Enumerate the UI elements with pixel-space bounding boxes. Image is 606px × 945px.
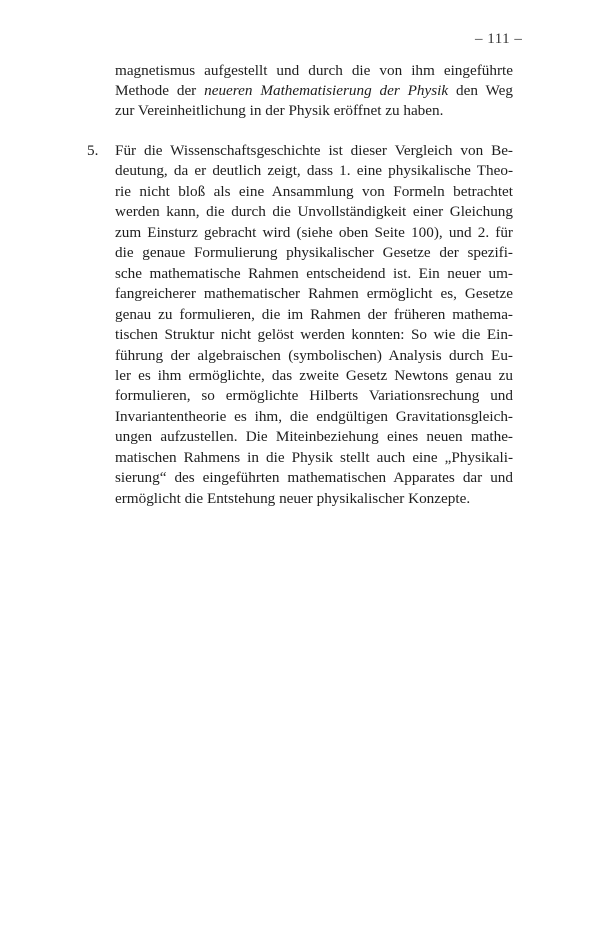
text-line: ungen aufzustellen. Die Miteinbeziehung eines neuen mathe- [115, 428, 513, 446]
text-line: formulieren, so ermöglichte Hilberts Variationsrechung und [115, 387, 513, 405]
text-line: führung der algebraischen (symbolischen) Analysis durch Eu- [115, 346, 513, 364]
text-line: deutung, da er deutlich zeigt, dass 1. eine physikalische Theo- [115, 162, 513, 180]
text-segment: den Weg [448, 82, 513, 99]
text-line: Für die Wissenschaftsgeschichte ist dieser Vergleich von Be- [115, 142, 513, 159]
page-number: – 111 – [475, 31, 523, 47]
text-line: werden kann, die durch die Unvollständigkeit einer Gleichung [115, 203, 513, 221]
text-line: zum Einsturz gebracht wird (siehe oben Seite 100), und 2. für [115, 223, 513, 241]
text-line: ler es ihm ermöglichte, das zweite Gesetz Newtons genau zu [115, 366, 513, 384]
text-line: sierung“ des eingeführten mathematischen Apparates dar und [115, 469, 513, 487]
text-line: zur Vereinheitlichung in der Physik eröffnet zu haben. [115, 102, 444, 119]
text-line: Invariantentheorie es ihm, die endgültigen Gravitationsgleich- [115, 407, 513, 425]
text-line: rie nicht bloß als eine Ansammlung von Formeln betrachtet [115, 182, 513, 200]
text-line: fangreicherer mathematischer Rahmen ermöglicht es, Gesetze [115, 285, 513, 303]
text-line: die genaue Formulierung physikalischer Gesetze der spezifi- [115, 244, 513, 262]
text-line: genau zu formulieren, die im Rahmen der früheren mathema- [115, 305, 513, 323]
text-line: tischen Struktur nicht gelöst werden konnten: So wie die Ein- [115, 326, 513, 344]
item-number: 5. [87, 142, 99, 159]
italic-phrase: neueren Mathematisierung der Physik [204, 82, 449, 99]
text-line: sche mathematische Rahmen entscheidend ist. Ein neuer um- [115, 264, 513, 282]
text-line: matischen Rahmens in die Physik stellt auch eine „Physikali- [115, 448, 513, 466]
text-line: ermöglicht die Entstehung neuer physikalischer Konzepte. [115, 489, 471, 507]
text-line: magnetismus aufgestellt und durch die von ihm eingeführte [115, 62, 513, 79]
text-segment: Methode der [115, 82, 205, 99]
text-line [115, 81, 513, 101]
